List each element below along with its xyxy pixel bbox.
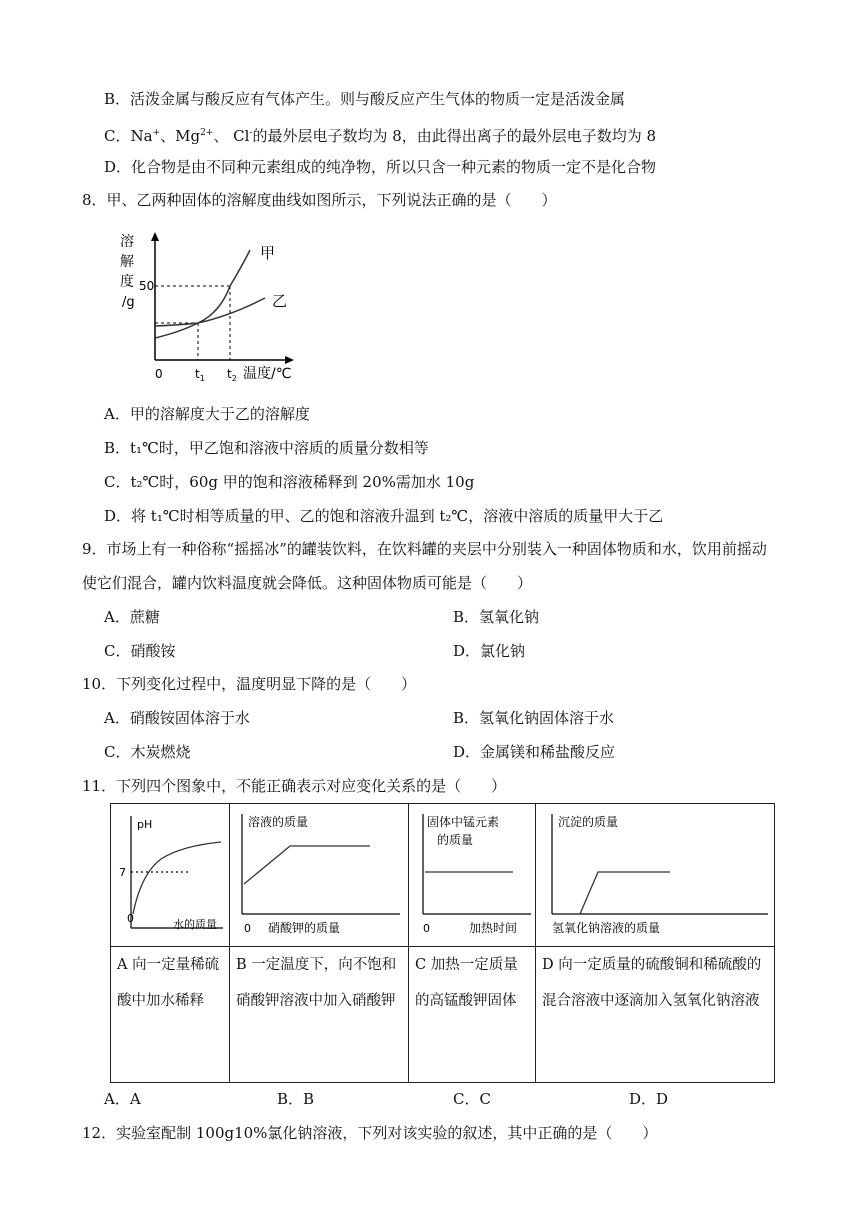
svg-text:的质量: 的质量	[437, 833, 474, 847]
q9-option-a: A．蔗糖	[104, 608, 160, 626]
q12-stem: 12．实验室配制 100g10%氯化钠溶液，下列对该实验的叙述，其中正确的是（ ）	[82, 1124, 658, 1142]
q11-option-a: A．A	[104, 1090, 141, 1108]
q8-option-c: C．t₂℃时，60g 甲的饱和溶液稀释到 20%需加水 10g	[104, 473, 475, 491]
q10-option-d: D．金属镁和稀盐酸反应	[453, 743, 616, 761]
q8-option-b: B．t₁℃时，甲乙饱和溶液中溶质的质量分数相等	[104, 439, 429, 457]
svg-text:加热时间: 加热时间	[469, 921, 518, 935]
q7-option-b: B．活泼金属与酸反应有气体产生。则与酸反应产生气体的物质一定是活泼金属	[104, 90, 626, 108]
q8-stem: 8．甲、乙两种固体的溶解度曲线如图所示，下列说法正确的是（ ）	[82, 191, 557, 209]
q7-option-c: C．Na+、$Mg^{2+}$、 Cl-的最外层电子数均为 8，由此得出离子的最外层电子数均为 8	[104, 127, 657, 145]
svg-text:/g: /g	[122, 295, 135, 310]
svg-text:固体中锰元素: 固体中锰元素	[427, 815, 500, 829]
caption-b: B 一定温度下，向不饱和硝酸钾溶液中加入硝酸钾	[230, 947, 409, 1083]
y-axis-label: 溶	[120, 234, 134, 250]
origin-label: 0	[155, 367, 163, 381]
solubility-chart	[110, 228, 310, 390]
q8-option-a: A．甲的溶解度大于乙的溶解度	[104, 405, 310, 423]
graph-d-curve	[554, 872, 670, 914]
svg-text:0: 0	[244, 922, 251, 935]
q9-option-c: C．硝酸铵	[104, 642, 176, 660]
svg-text:水的质量: 水的质量	[173, 918, 217, 931]
graph-a-cell	[111, 804, 230, 947]
graph-d	[536, 804, 774, 942]
q11-option-b: B．B	[277, 1090, 315, 1108]
svg-text:溶液的质量: 溶液的质量	[248, 815, 309, 829]
x-axis-label: 温度/℃	[243, 366, 292, 382]
svg-text:硝酸钾的质量: 硝酸钾的质量	[268, 921, 341, 935]
svg-text:度: 度	[120, 274, 134, 290]
q9-option-b: B．氢氧化钠	[453, 608, 540, 626]
svg-text:7: 7	[119, 866, 126, 879]
svg-text:0: 0	[127, 912, 134, 925]
svg-text:氢氧化钠溶液的质量: 氢氧化钠溶液的质量	[552, 921, 661, 935]
graph-a	[111, 804, 229, 942]
caption-d: D 向一定质量的硫酸铜和稀硫酸的混合溶液中逐滴加入氢氧化钠溶液	[536, 947, 775, 1083]
graph-d-cell	[536, 804, 775, 947]
series-yi-label: 乙	[272, 292, 288, 310]
q9-stem-line2: 使它们混合，罐内饮料温度就会降低。这种固体物质可能是（ ）	[82, 574, 533, 592]
q8-option-d: D．将 t₁℃时相等质量的甲、乙的饱和溶液升温到 t₂℃，溶液中溶质的质量甲大于乙	[104, 507, 664, 525]
graph-c	[409, 804, 535, 942]
q10-option-c: C．木炭燃烧	[104, 743, 191, 761]
graph-b-cell	[230, 804, 409, 947]
q10-option-b: B．氢氧化钠固体溶于水	[453, 709, 615, 727]
q10-option-a: A．硝酸铵固体溶于水	[104, 709, 250, 727]
q11-option-d: D．D	[629, 1090, 669, 1108]
q7-option-d: D．化合物是由不同种元素组成的纯净物，所以只含一种元素的物质一定不是化合物	[104, 158, 657, 176]
svg-text:0: 0	[423, 922, 430, 935]
q10-stem: 10．下列变化过程中，温度明显下降的是（ ）	[82, 675, 417, 693]
x-tick-t1: $t_1$	[195, 367, 205, 383]
svg-text:pH: pH	[137, 818, 153, 831]
graph-c-cell	[409, 804, 536, 947]
q11-option-c: C．C	[453, 1090, 491, 1108]
series-yi-curve	[155, 298, 265, 326]
series-jia-label: 甲	[260, 244, 276, 262]
q11-stem: 11．下列四个图象中，不能正确表示对应变化关系的是（ ）	[82, 777, 507, 795]
graph-a-curve	[133, 842, 221, 914]
graph-b	[230, 804, 408, 942]
q9-stem-line1: 9．市场上有一种俗称“摇摇冰”的罐装饮料，在饮料罐的夹层中分别装入一种固体物质和水，饮用前摇动	[82, 540, 767, 558]
graph-b-curve	[244, 846, 370, 884]
q11-graph-table	[110, 803, 775, 1083]
q9-option-d: D．氯化钠	[453, 642, 526, 660]
caption-a: A 向一定量稀硫酸中加水稀释	[111, 947, 230, 1083]
x-tick-t2: $t_2$	[227, 367, 237, 383]
y-tick-50: 50	[139, 279, 155, 293]
svg-text:解: 解	[120, 254, 134, 270]
svg-text:沉淀的质量: 沉淀的质量	[558, 815, 619, 829]
caption-c: C 加热一定质量的高锰酸钾固体	[409, 947, 536, 1083]
